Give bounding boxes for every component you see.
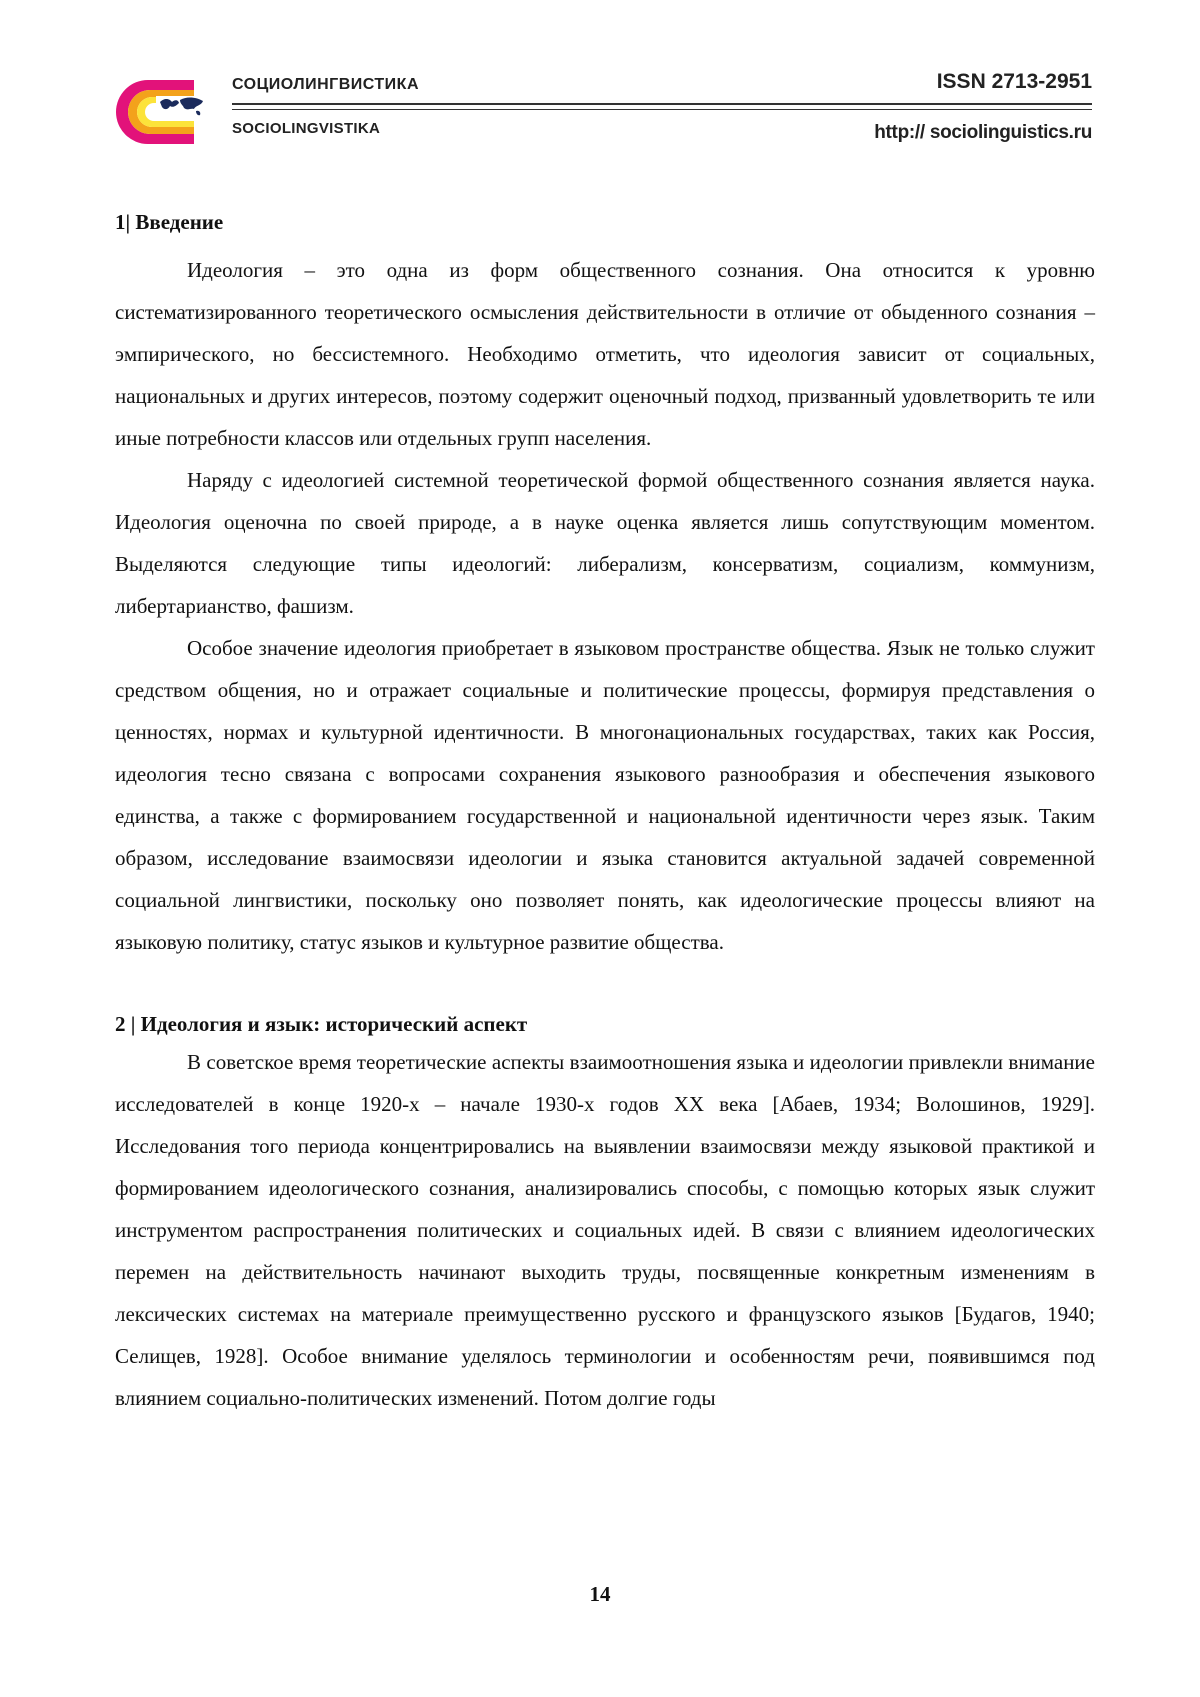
journal-url: http:// sociolinguistics.ru — [874, 122, 1092, 143]
paragraph: Наряду с идеологией системной теоретической формой общественного сознания является наука. Идеология оценочна по своей природе, а в науке оценка является лишь сопутствующим моментом. Выделяются следующие типы идеологий: либерализм, консерватизм, социализм, коммунизм, либертарианство, фашизм. — [115, 468, 1095, 618]
paragraph: В советское время теоретические аспекты взаимоотношения языка и идеологии привлекли внимание исследователей в конце 1920-х – начале 1930-х годов XX века [Абаев, 1934; Волошинов, 1929]. Исследования того периода концентрировались на выявлении взаимосвязи между языковой практикой и формированием идеологического сознания, анализировались способы, с помощью которых язык служит инструментом распространения политических и социальных идей. В связи с влиянием идеологических перемен на действительность начинают выходить труды, посвященные конкретным изменениям в лексических системах на материале преимущественно русского и французского языков [Будагов, 1940; Селищев, 1928]. Особое внимание уделялось терминологии и особенностям речи, появившимся под влиянием социально-политических изменений. Потом долгие годы — [115, 1050, 1095, 1410]
section-heading-history: 2 | Идеология и язык: исторический аспект — [115, 1012, 528, 1036]
section-heading-introduction: 1| Введение — [115, 210, 224, 234]
paragraph: Особое значение идеология приобретает в языковом пространстве общества. Язык не только служит средством общения, но и отражает социальные и политические процессы, формируя представления о ценностях, нормах и культурной идентичности. В многонациональных государствах, таких как Россия, идеология тесно связана с вопросами сохранения языкового разнообразия и обеспечения языкового единства, а также с формированием государственной и национальной идентичности через язык. Таким образом, исследование взаимосвязи идеологии и языка становится актуальной задачей современной социальной лингвистики, поскольку оно позволяет понять, как идеологические процессы влияют на языковую политику, статус языков и культурное развитие общества. — [115, 636, 1095, 954]
journal-logo-globe-icon — [112, 72, 212, 152]
paragraph: Идеология – это одна из форм общественного сознания. Она относится к уровню систематизированного теоретического осмысления действительности в отличие от обыденного сознания – эмпирического, но бессистемного. Необходимо отметить, что идеология зависит от социальных, национальных и других интересов, поэтому содержит оценочный подход, призванный удовлетворить те или иные потребности классов или отдельных групп населения. — [115, 258, 1095, 450]
article-body — [115, 205, 1095, 1419]
header-rule — [232, 103, 1092, 105]
journal-title-en: SOCIOLINGVISTIKA — [232, 120, 381, 137]
issn-label: ISSN 2713-2951 — [936, 70, 1092, 93]
journal-title-ru: СОЦИОЛИНГВИСТИКА — [232, 76, 419, 93]
page-number: 14 — [589, 1582, 611, 1606]
header-rule-thin — [232, 109, 1092, 110]
page-header — [112, 70, 1092, 160]
